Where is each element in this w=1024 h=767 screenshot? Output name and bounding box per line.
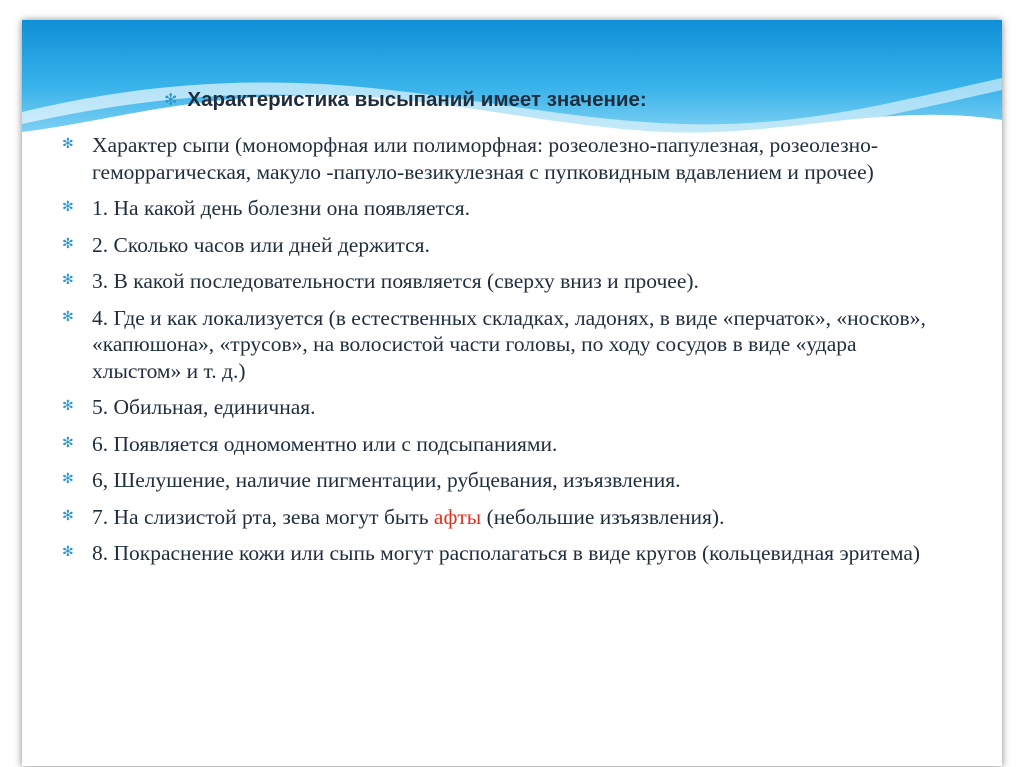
list-item <box>62 132 942 185</box>
list-item-text: 8. Покраснение кожи или сыпь могут располагаться в виде кругов (кольцевидная эритема) <box>92 541 921 565</box>
list-item-text: Характер сыпи (мономорфная или полиморфная: розеолезно-папулезная, розеолезно-геморрагическая, макуло -папуло-везикулезная с пупковидным вдавлением и прочее) <box>92 133 878 184</box>
highlighted-term: афты <box>433 504 482 529</box>
slide <box>22 20 1002 766</box>
list-item <box>62 305 942 385</box>
bullet-icon: ✻ <box>62 137 74 152</box>
list-item <box>62 431 942 458</box>
bullet-icon: ✻ <box>62 508 74 524</box>
list-item-text: 7. На слизистой рта, зева могут быть афты (небольшие изъязвления). <box>92 504 725 529</box>
heading-text: Характеристика высыпаний имеет значение: <box>187 88 647 111</box>
list-item <box>62 195 942 222</box>
bullet-icon: ✻ <box>62 309 74 325</box>
list-item-text: 6, Шелушение, наличие пигментации, рубцевания, изъязвления. <box>92 468 681 492</box>
list-item <box>62 504 942 531</box>
list-item <box>62 268 942 295</box>
slide-heading <box>164 88 647 112</box>
list-item-text: 2. Сколько часов или дней держится. <box>92 232 430 257</box>
bullet-icon: ✻ <box>62 472 74 487</box>
bullet-icon: ✻ <box>62 273 74 288</box>
bullet-icon: ✻ <box>62 545 74 560</box>
list-item-text: 1. На какой день болезни она появляется. <box>92 196 470 220</box>
list-item <box>62 467 942 494</box>
criteria-list <box>62 132 942 577</box>
bullet-icon: ✻ <box>62 200 74 215</box>
list-item <box>62 394 942 421</box>
list-item <box>62 540 942 567</box>
list-item-text: 4. Где и как локализуется (в естественных складках, ладонях, в виде «перчаток», «носков», «капюшона», «трусов», на волосистой части головы, по ходу сосудов в виде «удара хлыстом» и т. д.) <box>92 305 926 383</box>
list-item-text: 3. В какой последовательности появляется (сверху вниз и прочее). <box>92 269 699 293</box>
list-item-text: 5. Обильная, единичная. <box>92 395 316 419</box>
bullet-icon: ✻ <box>62 435 74 451</box>
list-item-text: 6. Появляется одномоментно или с подсыпаниями. <box>92 431 558 456</box>
heading-bullet-icon: ✻ <box>164 92 178 109</box>
bullet-icon: ✻ <box>62 399 74 414</box>
bullet-icon: ✻ <box>62 236 74 252</box>
list-item <box>62 232 942 259</box>
